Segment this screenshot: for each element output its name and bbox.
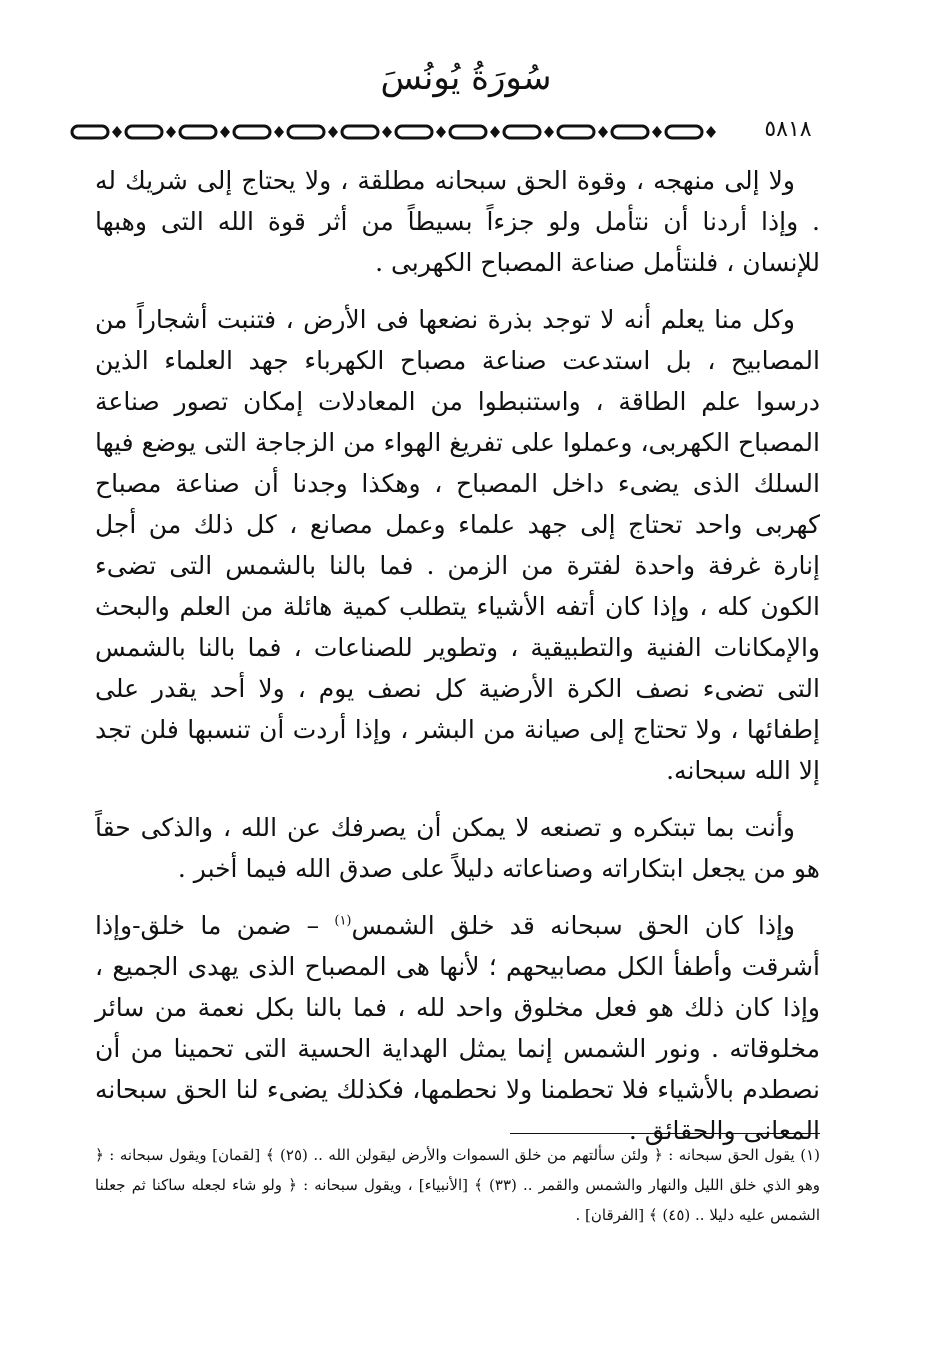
paragraph-4-mid: – ضمن ما خلق-وإذا أشرقت (95, 911, 820, 981)
main-text (95, 160, 820, 1167)
ornament-border (70, 122, 840, 142)
footnote-reference[interactable]: (١) (334, 913, 352, 929)
footnote-text: (١) يقول الحق سبحانه : ﴿ ولئن سألتهم من خلق السموات والأرض ليقولن الله .. (٢٥) ﴾ [لقمان] ويقول سبحانه : ﴿ وهو الذي خلق الليل والنهار والشمس والقمر .. (٣٣) ﴾ [الأنبياء] ، ويقول سبحانه : ﴿ ولو شاء لجعله ساكنا ثم جعلنا الشمس عليه دليلا .. (٤٥) ﴾ [الفرقان] . (95, 1146, 820, 1224)
page-number: ٥٨١٨ (738, 117, 838, 147)
paragraph-1: ولا إلى منهجه ، وقوة الحق سبحانه مطلقة ، ولا يحتاج إلى شريك له . وإذا أردنا أن نتأمل ولو جزءاً بسيطاً من أثر قوة الله التى وهبها للإنسان ، فلنتأمل صناعة المصباح الكهربى . (95, 166, 820, 277)
paragraph-4 (95, 905, 820, 1151)
paragraph-2: وكل منا يعلم أنه لا توجد بذرة نضعها فى الأرض ، فتنبت أشجاراً من المصابيح ، بل استدعت صناعة مصباح الكهرباء جهد العلماء الذين درسوا علم الطاقة ، واستنبطوا من المعادلات إمكان تصور صناعة المصباح الكهربى، وعملوا على تفريغ الهواء من الزجاجة التى يوضع فيها السلك الذى يضىء داخل المصباح ، وهكذا وجدنا أن صناعة مصباح كهربى واحد تحتاج إلى جهد علماء وعمل مصانع ، كل ذلك من أجل إنارة غرفة واحدة لفترة من الزمن . فما بالنا بالشمس التى تضىء الكون كله ، وإذا كان أتفه الأشياء يتطلب كمية هائلة من العلم والبحث والإمكانات الفنية والتطبيقية ، وتطوير للصناعات ، فما بالنا بالشمس التى تضىء نصف الكرة الأرضية كل نصف يوم ، ولا أحد يقدر على إطفائها ، ولا تحتاج إلى صيانة من البشر ، وإذا أردت أن تنسبها فلن تجد إلا الله سبحانه. (95, 305, 820, 785)
footnote (95, 1140, 820, 1230)
paragraph-3: وأنت بما تبتكره و تصنعه لا يمكن أن يصرفك عن الله ، والذكى حقاً هو من يجعل ابتكاراته وصناعاته دليلاً على صدق الله فيما أخبر . (95, 813, 820, 883)
footnote-divider (510, 1133, 820, 1134)
surah-title: سُورَةُ يُونُسَ (380, 58, 552, 98)
paragraph-4-rest: وأطفأ الكل مصابيحهم ؛ لأنها هى المصباح الذى يهدى الجميع ، وإذا كان ذلك هو فعل مخلوق واحد لله ، فما بالنا بكل نعمة من سائر مخلوقاته . ونور الشمس إنما يمثل الهداية الحسية التى تحمينا من أن نصطدم بالأشياء فلا تحطمنا ولا نحطمها، فكذلك يضىء لنا الحق سبحانه المعانى والحقائق . (95, 952, 820, 1145)
paragraph-4-lead: وإذا كان الحق سبحانه قد خلق الشمس (351, 911, 795, 940)
